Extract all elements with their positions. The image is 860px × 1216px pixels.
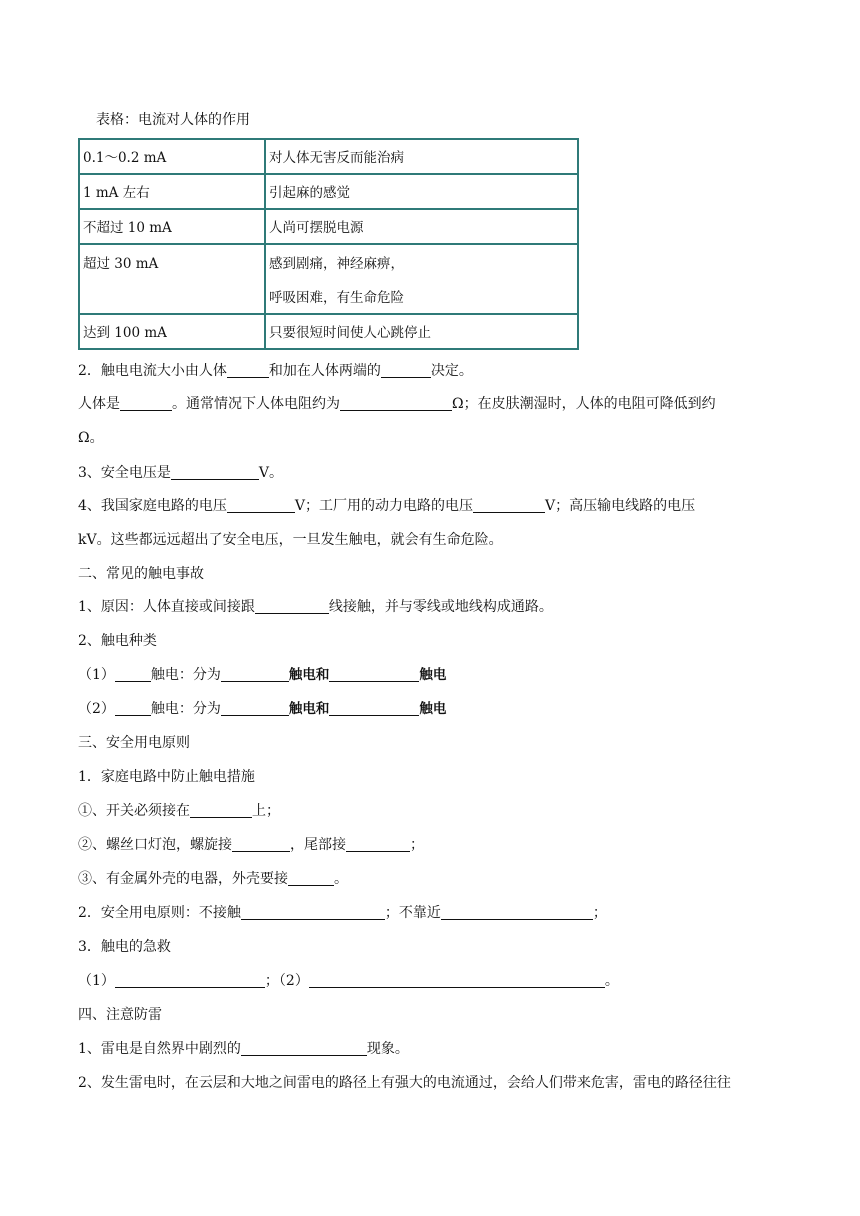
text: 人体是 — [78, 396, 120, 412]
effect-cell: 只要很短时间使人心跳停止 — [265, 314, 578, 349]
text: ③、有金属外壳的电器，外壳要接 — [78, 871, 288, 887]
answer-blank[interactable] — [115, 700, 151, 716]
shock-type-2 — [78, 699, 446, 719]
current-cell: 超过 30 mA — [79, 244, 265, 314]
answer-blank[interactable] — [115, 666, 151, 682]
text: 触电：分为 — [150, 667, 221, 683]
text: 现象。 — [366, 1041, 409, 1057]
section-3-heading: 三、安全用电原则 — [78, 735, 190, 751]
text: ②、螺丝口灯泡，螺旋接 — [78, 837, 232, 853]
text: （2） — [78, 701, 115, 717]
current-effects-table — [78, 138, 579, 350]
text: 1、雷电是自然界中剧烈的 — [78, 1041, 241, 1057]
table-row — [79, 139, 578, 174]
current-cell: 0.1～0.2 mA — [79, 139, 265, 174]
measure-3 — [78, 869, 348, 889]
table-row — [79, 244, 578, 314]
text: 2．触电电流大小由人体 — [78, 363, 227, 379]
text: 触电：分为 — [150, 701, 221, 717]
text: （1） — [78, 973, 115, 989]
answer-blank[interactable] — [346, 836, 410, 852]
table-row — [79, 174, 578, 209]
text: V。 — [258, 465, 284, 481]
text: 触电和 — [288, 667, 330, 683]
first-aid-answers — [78, 971, 619, 991]
text: ，尾部接 — [290, 837, 346, 853]
answer-blank[interactable] — [227, 497, 295, 513]
question-2 — [78, 361, 473, 381]
text: 触电 — [419, 701, 447, 717]
text: ；（2） — [264, 973, 309, 989]
answer-blank[interactable] — [221, 666, 289, 682]
text: ①、开关必须接在 — [78, 803, 190, 819]
text: ；不靠近 — [384, 905, 441, 921]
answer-blank[interactable] — [115, 972, 265, 988]
measure-2 — [78, 835, 424, 855]
text: 3、安全电压是 — [78, 465, 171, 481]
text: 。 — [334, 871, 348, 887]
current-cell: 达到 100 mA — [79, 314, 265, 349]
answer-blank[interactable] — [227, 362, 269, 378]
answer-blank[interactable] — [381, 362, 431, 378]
question-2-body-resistance — [78, 394, 716, 414]
lightning-question-2: 2、发生雷电时，在云层和大地之间雷电的路径上有强大的电流通过，会给人们带来危害，雷电的路径往往 — [78, 1075, 731, 1091]
answer-blank[interactable] — [241, 904, 385, 920]
answer-blank[interactable] — [441, 904, 593, 920]
text: 。通常情况下人体电阻约为 — [172, 396, 340, 412]
answer-blank[interactable] — [329, 700, 419, 716]
text: 决定。 — [430, 363, 473, 379]
section-2-types: 2、触电种类 — [78, 633, 157, 649]
section-2-cause — [78, 597, 553, 617]
text: 触电 — [419, 667, 447, 683]
question-4 — [78, 496, 695, 516]
current-cell: 不超过 10 mA — [79, 209, 265, 244]
text: 触电和 — [288, 701, 330, 717]
text: V；工厂用的动力电路的电压 — [294, 498, 474, 514]
question-2-unit: Ω。 — [78, 430, 104, 446]
answer-blank[interactable] — [473, 497, 545, 513]
section-3-measures: 1．家庭电路中防止触电措施 — [78, 769, 255, 785]
shock-type-1 — [78, 665, 446, 685]
table-row — [79, 314, 578, 349]
text: Ω；在皮肤潮湿时，人体的电阻可降低到约 — [452, 396, 716, 412]
answer-blank[interactable] — [190, 802, 252, 818]
effect-cell: 人尚可摆脱电源 — [265, 209, 578, 244]
answer-blank[interactable] — [329, 666, 419, 682]
lightning-question-1 — [78, 1039, 409, 1059]
measure-1 — [78, 801, 280, 821]
text: （1） — [78, 667, 115, 683]
answer-blank[interactable] — [309, 972, 605, 988]
question-3 — [78, 463, 283, 483]
text: 2．安全用电原则：不接触 — [78, 905, 241, 921]
effect-line-1: 感到剧痛，神经麻痹， — [269, 256, 404, 272]
text: 和加在人体两端的 — [268, 363, 381, 379]
text: V；高压输电线路的电压 — [545, 498, 696, 514]
first-aid-heading: 3．触电的急救 — [78, 939, 171, 955]
table-row — [79, 209, 578, 244]
text: ； — [592, 905, 607, 921]
answer-blank[interactable] — [171, 464, 259, 480]
effect-cell: 引起麻的感觉 — [265, 174, 578, 209]
text: ； — [410, 837, 424, 853]
table-caption: 表格：电流对人体的作用 — [96, 112, 250, 128]
section-2-heading: 二、常见的触电事故 — [78, 566, 204, 582]
effect-cell — [265, 244, 578, 314]
safety-principles — [78, 903, 607, 923]
answer-blank[interactable] — [221, 700, 289, 716]
current-cell: 1 mA 左右 — [79, 174, 265, 209]
text: 线接触，并与零线或地线构成通路。 — [328, 599, 553, 615]
answer-blank[interactable] — [120, 395, 172, 411]
answer-blank[interactable] — [288, 870, 334, 886]
effect-cell: 对人体无害反而能治病 — [265, 139, 578, 174]
text: 。 — [604, 973, 619, 989]
text: 1、原因：人体直接或间接跟 — [78, 599, 255, 615]
section-4-heading: 四、注意防雷 — [78, 1007, 162, 1023]
answer-blank[interactable] — [241, 1040, 367, 1056]
text: 上； — [252, 803, 280, 819]
effect-line-2: 呼吸困难，有生命危险 — [269, 290, 404, 306]
question-4-continued: kV。这些都远远超出了安全电压，一旦发生触电，就会有生命危险。 — [78, 532, 503, 548]
answer-blank[interactable] — [340, 395, 452, 411]
text: 4、我国家庭电路的电压 — [78, 498, 227, 514]
answer-blank[interactable] — [255, 598, 329, 614]
answer-blank[interactable] — [232, 836, 290, 852]
